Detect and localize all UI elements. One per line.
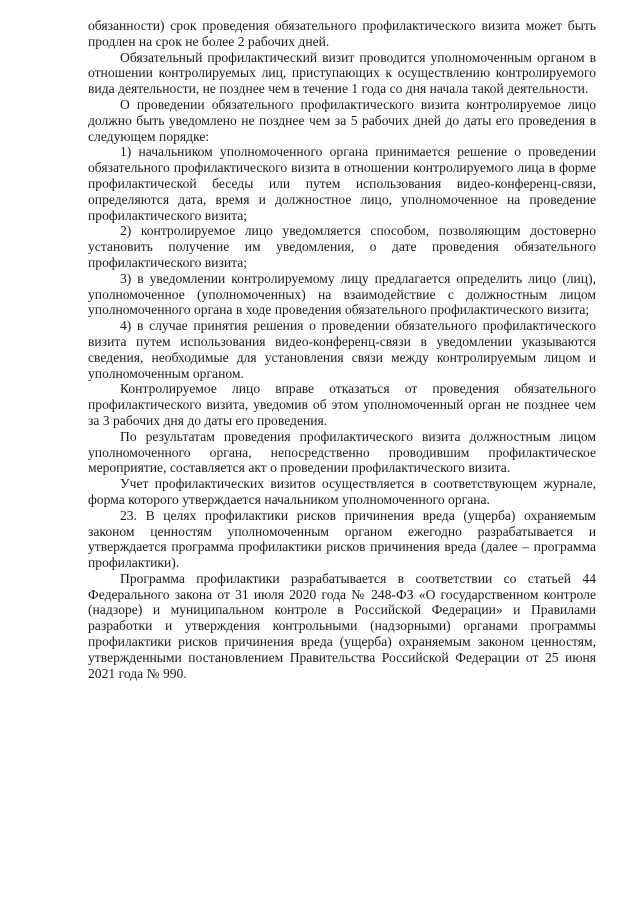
paragraph-journal: Учет профилактических визитов осуществляется в соответствующем журнале, форма которого утверждается начальником уполномоченного органа. [88,476,596,507]
paragraph-program: Программа профилактики разрабатывается в соответствии со статьей 44 Федерального закона от 31 июля 2020 года № 248-ФЗ «О государственном контроле (надзоре) и муниципальном контроле в Российской Федерации» и Правилами разработки и утверждения контрольными (надзорными) органами программы профилактики рисков причинения вреда (ущерба) охраняемым законом ценностям, утвержденными постановлением Правительства Российской Федерации от 25 июня 2021 года № 990. [88,570,596,681]
document-body [88,18,596,681]
list-item-4: 4) в случае принятия решения о проведении обязательного профилактического визита путем использования видео-конференц-связи в уведомлении указываются сведения, необходимые для установления связи между контролируемым лицом и уполномоченным органом. [88,318,596,381]
list-item-3: 3) в уведомлении контролируемому лицу предлагается определить лицо (лиц), уполномоченное (уполномоченных) на взаимодействие с должностным лицом уполномоченного органа в ходе проведения обязательного профилактического визита; [88,270,596,318]
paragraph-act: По результатам проведения профилактического визита должностным лицом уполномоченного органа, непосредственно проводившим профилактическое мероприятие, составляется акт о проведении профилактического визита. [88,428,596,476]
paragraph-mandatory-visit: Обязательный профилактический визит проводится уполномоченным органом в отношении контролируемых лиц, приступающих к осуществлению контролируемого вида деятельности, не позднее чем в течение 1 года со дня начала такой деятельности. [88,49,596,97]
list-item-2: 2) контролируемое лицо уведомляется способом, позволяющим достоверно установить получение им уведомления, о дате проведения обязательного профилактического визита; [88,223,596,270]
paragraph-continuation: обязанности) срок проведения обязательного профилактического визита может быть продлен на срок не более 2 рабочих дней. [88,18,596,49]
paragraph-section-23: 23. В целях профилактики рисков причинения вреда (ущерба) охраняемым законом ценностям уполномоченным органом ежегодно разрабатывается и утверждается программа профилактики рисков причинения вреда (далее – программа профилактики). [88,507,596,571]
paragraph-notification-order: О проведении обязательного профилактического визита контролируемое лицо должно быть уведомлено не позднее чем за 5 рабочих дней до даты его проведения в следующем порядке: [88,96,596,144]
list-item-1: 1) начальником уполномоченного органа принимается решение о проведении обязательного профилактического визита в отношении контролируемого лица в форме профилактической беседы или путем использования видео-конференц-связи, определяются дата, время и должностное лицо, уполномоченное на проведение профилактического визита; [88,144,596,223]
paragraph-refusal: Контролируемое лицо вправе отказаться от проведения обязательного профилактического визита, уведомив об этом уполномоченный орган не позднее чем за 3 рабочих дня до даты его проведения. [88,381,596,428]
